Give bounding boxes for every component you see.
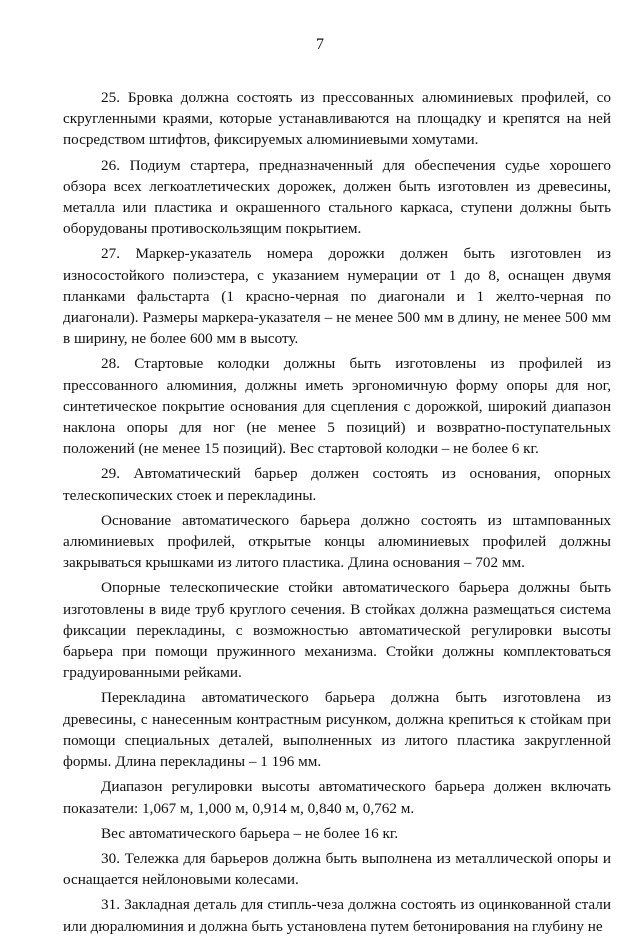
paragraph-28: 28. Стартовые колодки должны быть изготовлены из профилей из прессованного алюминия, должны иметь эргономичную форму опоры для ног, синтетическое покрытие основания для сцепления с дорожкой, широкий диапазон наклона опоры для ног (не менее 5 позиций) и возвратно-поступательных положений (не менее 15 позиций). Вес стартовой колодки – не более 6 кг. xyxy=(63,355,611,458)
paragraph-30: 30. Тележка для барьеров должна быть выполнена из металлической опоры и оснащается нейлоновыми колесами. xyxy=(63,849,611,889)
paragraph-26: 26. Подиум стартера, предназначенный для обеспечения судье хорошего обзора всех легкоатлетических дорожек, должен быть изготовлен из древесины, металла или пластика и окрашенного стального каркаса, ступени должны быть оборудованы противоскользящим покрытием. xyxy=(63,156,611,238)
page-number: 7 xyxy=(316,36,324,53)
paragraph-31: 31. Закладная деталь для стипль-чеза должна состоять из оцинкованной стали или дюралюминия и должна быть установлена путем бетонирования на глубину не xyxy=(63,896,611,935)
paragraph-barrier-height-range: Диапазон регулировки высоты автоматического барьера должен включать показатели: 1,067 м, 1,000 м, 0,914 м, 0,840 м, 0,762 м. xyxy=(63,778,611,817)
paragraph-barrier-crossbar: Перекладина автоматического барьера должна быть изготовлена из древесины, с нанесенным контрастным рисунком, должна крепиться к стойкам при помощи специальных деталей, выполненных из литого пластика закругленной формы. Длина перекладины – 1 196 мм. xyxy=(63,689,611,771)
paragraph-barrier-posts: Опорные телескопические стойки автоматического барьера должны быть изготовлены в виде труб круглого сечения. В стойках должна размещаться система фиксации перекладины, с возможностью автоматической регулировки высоты барьера при помощи пружинного механизма. Стойки должны комплектоваться градуированными рейками. xyxy=(63,579,611,682)
paragraph-27: 27. Маркер-указатель номера дорожки должен быть изготовлен из износостойкого полиэстера, с указанием нумерации от 1 до 8, оснащен двумя планками фальстарта (1 красно-черная по диагонали и 1 желто-черная по диагонали). Размеры маркера-указателя – не менее 500 мм в длину, не менее 500 мм в ширину, не более 600 мм в высоту. xyxy=(63,245,611,348)
paragraph-barrier-base: Основание автоматического барьера должно состоять из штампованных алюминиевых профилей, открытые концы алюминиевых профилей должны закрываться крышками из литого пластика. Длина основания – 702 мм. xyxy=(63,511,611,572)
paragraph-29: 29. Автоматический барьер должен состоять из основания, опорных телескопических стоек и перекладины. xyxy=(63,465,611,504)
document-body xyxy=(63,87,611,941)
paragraph-25: 25. Бровка должна состоять из прессованных алюминиевых профилей, со скругленными краями, которые устанавливаются на площадку и крепятся на ней посредством штифтов, фиксируемых алюминиевыми хомутами. xyxy=(63,89,611,149)
paragraph-barrier-weight: Вес автоматического барьера – не более 16 кг. xyxy=(101,824,399,842)
